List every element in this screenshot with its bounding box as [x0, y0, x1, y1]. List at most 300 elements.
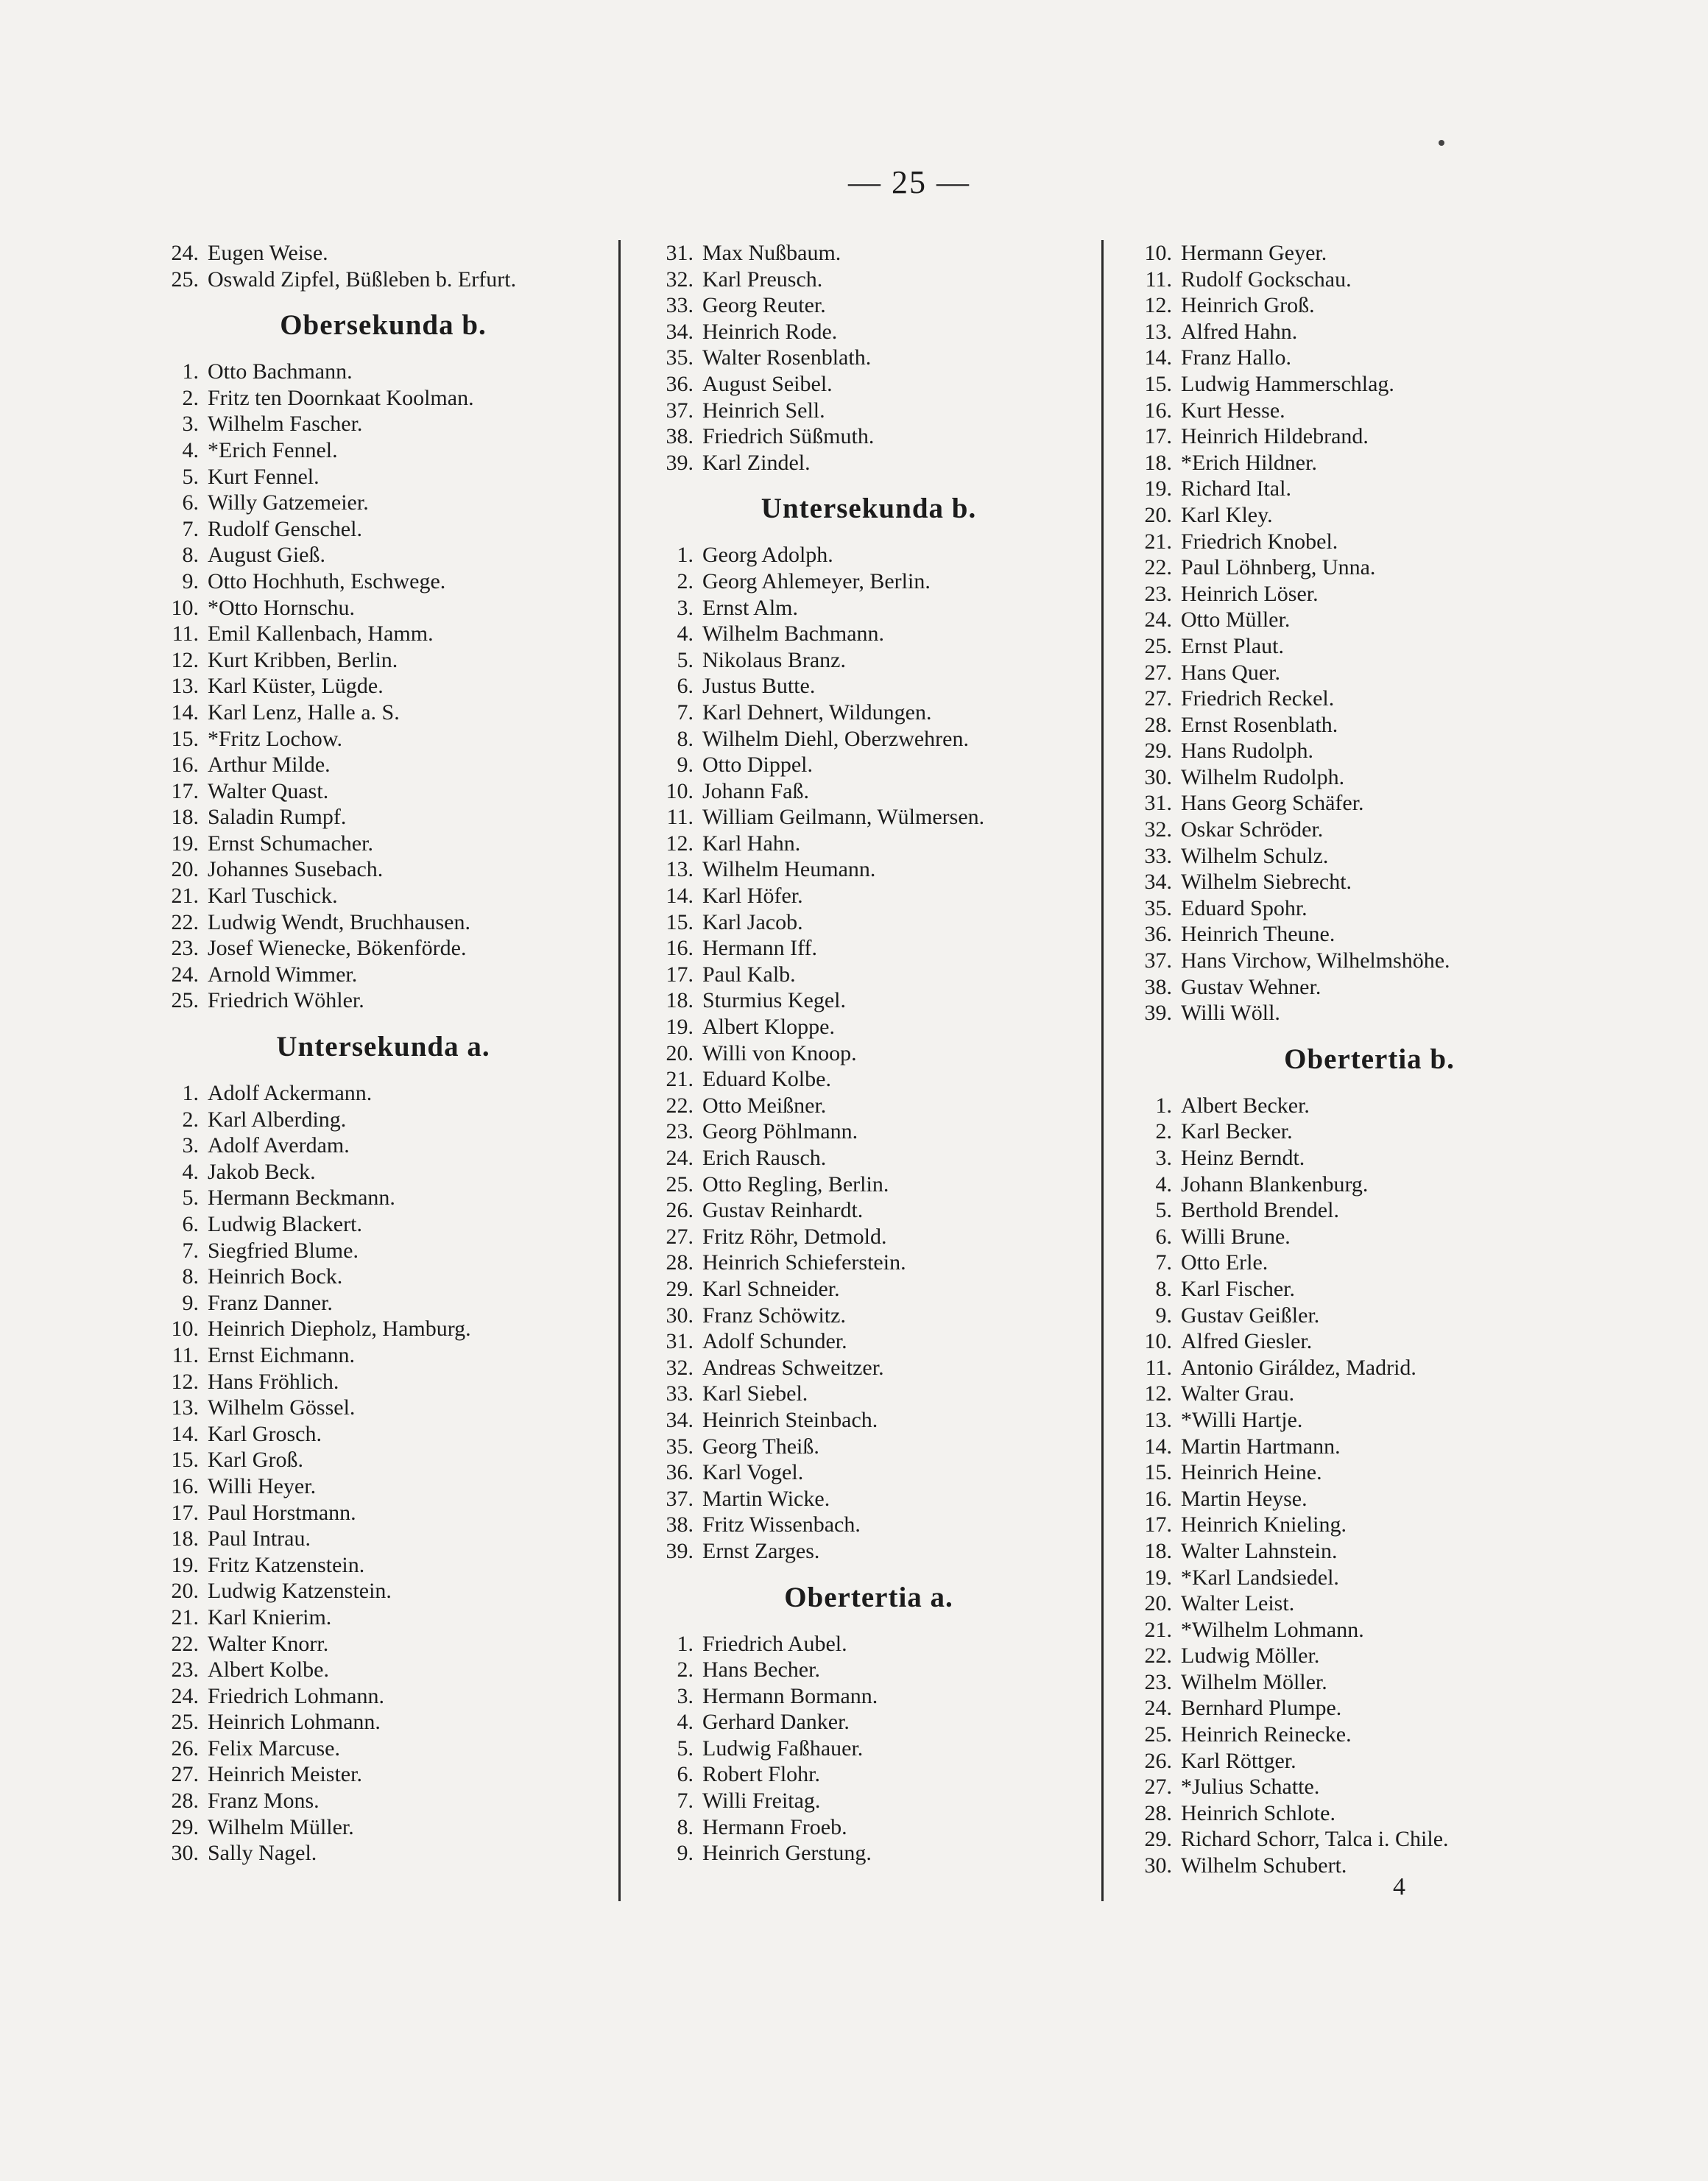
- entry-name: Heinrich Löser.: [1181, 581, 1319, 606]
- entry-number: 29.: [1144, 739, 1172, 764]
- entry-number: 4.: [677, 621, 694, 646]
- student-entry: [633, 1761, 1104, 1788]
- entry-number: 19.: [666, 1015, 694, 1040]
- student-entry: [138, 1814, 628, 1841]
- entry-name: Erich Rausch.: [702, 1146, 827, 1170]
- entry-number: 1.: [182, 1081, 199, 1106]
- entry-name: Wilhelm Schubert.: [1181, 1853, 1347, 1878]
- entry-name: Franz Hallo.: [1181, 345, 1291, 370]
- student-entry: [1112, 1224, 1627, 1250]
- entry-number: 19.: [171, 831, 199, 856]
- entry-name: Karl Fischer.: [1181, 1276, 1295, 1301]
- entry-name: Georg Theiß.: [702, 1434, 819, 1459]
- student-entry: [138, 359, 628, 385]
- entry-name: Ernst Zarges.: [702, 1538, 820, 1563]
- entry-name: *Fritz Lochow.: [208, 726, 343, 751]
- entry-name: Hans Becher.: [702, 1657, 820, 1683]
- student-entry: [1112, 712, 1627, 739]
- entry-name: *Otto Hornschu.: [208, 595, 355, 620]
- entry-name: Hermann Iff.: [702, 936, 818, 961]
- student-entry: [138, 1107, 628, 1133]
- entry-name: Arnold Wimmer.: [208, 962, 358, 987]
- entry-number: 5.: [677, 1736, 694, 1761]
- student-entry: [1112, 581, 1627, 607]
- entry-number: 17.: [666, 962, 694, 987]
- entry-number: 39.: [1144, 1001, 1172, 1026]
- entry-name: Richard Schorr, Talca i. Chile.: [1181, 1827, 1449, 1852]
- entry-number: 29.: [171, 1814, 199, 1839]
- student-entry: [138, 883, 628, 909]
- class-heading: Untersekunda b.: [761, 493, 977, 525]
- entry-number: 3.: [1155, 1146, 1172, 1170]
- entry-name: Kurt Fennel.: [208, 464, 320, 489]
- student-entry: [1112, 1590, 1627, 1617]
- student-entry: [1112, 607, 1627, 633]
- entry-number: 31.: [1144, 791, 1172, 816]
- entry-number: 38.: [666, 424, 694, 449]
- student-entry: [1112, 1407, 1627, 1434]
- entry-number: 30.: [171, 1841, 199, 1866]
- entry-name: Friedrich Lohmann.: [208, 1683, 384, 1708]
- entry-number: 7.: [677, 1789, 694, 1814]
- student-entry: [138, 1159, 628, 1185]
- student-entry: [138, 856, 628, 883]
- entry-name: Oskar Schröder.: [1181, 817, 1324, 842]
- entry-name: Hans Quer.: [1181, 660, 1280, 685]
- student-entry: [633, 831, 1104, 857]
- entry-name: Albert Becker.: [1181, 1093, 1310, 1118]
- student-entry: [633, 1657, 1104, 1683]
- entry-number: 7.: [677, 700, 694, 725]
- entry-name: Heinrich Hildebrand.: [1181, 424, 1369, 449]
- entry-number: 13.: [666, 857, 694, 882]
- entry-name: Martin Wicke.: [702, 1486, 830, 1511]
- entry-name: Otto Müller.: [1181, 607, 1291, 633]
- student-entry: [138, 673, 628, 700]
- student-entry: [1112, 1800, 1627, 1827]
- entry-name: Albert Kolbe.: [208, 1657, 329, 1683]
- entry-number: 12.: [666, 831, 694, 856]
- entry-number: 17.: [171, 778, 199, 803]
- entry-name: Wilhelm Siebrecht.: [1181, 870, 1352, 895]
- entry-number: 26.: [171, 1736, 199, 1761]
- entry-name: Ludwig Faßhauer.: [702, 1736, 864, 1761]
- entry-name: Wilhelm Fascher.: [208, 412, 363, 437]
- student-entry: [138, 778, 628, 805]
- entry-number: 16.: [171, 753, 199, 778]
- student-entry: [138, 1238, 628, 1264]
- student-entry: [138, 516, 628, 543]
- entry-number: 31.: [666, 241, 694, 265]
- entry-number: 6.: [677, 1762, 694, 1787]
- entry-name: Otto Regling, Berlin.: [702, 1171, 889, 1197]
- student-entry: [1112, 1118, 1627, 1145]
- entry-name: Oswald Zipfel, Büßleben b. Erfurt.: [208, 267, 517, 292]
- entry-number: 30.: [1144, 764, 1172, 789]
- student-entry: [138, 1840, 628, 1867]
- student-entry: [633, 1709, 1104, 1736]
- entry-number: 15.: [1144, 371, 1172, 396]
- entry-number: 20.: [1144, 502, 1172, 527]
- entry-name: Fritz ten Doornkaat Koolman.: [208, 385, 474, 410]
- entry-number: 17.: [171, 1500, 199, 1525]
- student-entry: [138, 1447, 628, 1473]
- student-entry: [633, 1276, 1104, 1303]
- student-entry: [138, 1290, 628, 1317]
- entry-number: 4.: [182, 1159, 199, 1184]
- entry-name: Heinrich Theune.: [1181, 922, 1335, 947]
- student-entry: [138, 1421, 628, 1448]
- entry-number: 23.: [171, 936, 199, 961]
- entry-name: Wilhelm Heumann.: [702, 857, 876, 882]
- student-entry: [1112, 843, 1627, 870]
- student-entry: [1112, 1748, 1627, 1775]
- entry-number: 3.: [677, 595, 694, 620]
- entry-name: Fritz Katzenstein.: [208, 1552, 365, 1577]
- entry-name: Heinrich Rode.: [702, 319, 838, 344]
- entry-name: Adolf Averdam.: [208, 1133, 350, 1158]
- entry-name: Rudolf Genschel.: [208, 516, 362, 541]
- student-entry: [1112, 398, 1627, 424]
- entry-number: 9.: [182, 568, 199, 593]
- entry-name: Gustav Reinhardt.: [702, 1198, 864, 1223]
- entry-number: 22.: [666, 1093, 694, 1118]
- student-entry: [138, 962, 628, 988]
- student-entry: [138, 1264, 628, 1290]
- student-entry: [138, 1604, 628, 1631]
- entry-number: 8.: [182, 1264, 199, 1289]
- student-entry: [1112, 450, 1627, 476]
- student-entry: [633, 398, 1104, 424]
- entry-number: 35.: [1144, 895, 1172, 920]
- column-1: [138, 240, 628, 1867]
- entry-number: 12.: [1144, 1381, 1172, 1406]
- entry-number: 9.: [182, 1290, 199, 1315]
- student-entry: [1112, 476, 1627, 502]
- entry-number: 14.: [1144, 345, 1172, 370]
- entry-name: Heinrich Bock.: [208, 1264, 343, 1289]
- entry-number: 35.: [666, 345, 694, 370]
- student-entry: [1112, 1093, 1627, 1119]
- student-entry: [1112, 1669, 1627, 1696]
- entry-number: 2.: [182, 1107, 199, 1132]
- entry-name: Eduard Spohr.: [1181, 895, 1308, 920]
- entry-name: Sally Nagel.: [208, 1841, 317, 1866]
- student-entry: [1112, 738, 1627, 764]
- entry-name: Walter Leist.: [1181, 1591, 1295, 1616]
- student-entry: [633, 240, 1104, 267]
- entry-name: Wilhelm Rudolph.: [1181, 764, 1345, 789]
- entry-name: Karl Lenz, Halle a. S.: [208, 700, 400, 725]
- column-2: [633, 240, 1104, 1867]
- entry-number: 34.: [666, 1407, 694, 1432]
- student-entry: [1112, 1276, 1627, 1303]
- entry-name: Karl Hahn.: [702, 831, 801, 856]
- entry-number: 16.: [1144, 398, 1172, 423]
- entry-name: William Geilmann, Wülmersen.: [702, 805, 985, 830]
- entry-name: Heinrich Reinecke.: [1181, 1722, 1352, 1747]
- entry-number: 13.: [171, 1395, 199, 1420]
- student-entry: [138, 1552, 628, 1579]
- entry-name: Karl Jacob.: [702, 909, 803, 934]
- entry-name: Otto Bachmann.: [208, 359, 353, 384]
- entry-number: 3.: [182, 412, 199, 437]
- entry-number: 25.: [171, 1710, 199, 1735]
- entry-number: 36.: [666, 1460, 694, 1485]
- entry-number: 25.: [1144, 633, 1172, 658]
- entry-number: 37.: [666, 1486, 694, 1511]
- student-entry: [633, 700, 1104, 726]
- student-entry: [1112, 660, 1627, 686]
- entry-number: 9.: [677, 753, 694, 778]
- student-entry: [1112, 1250, 1627, 1276]
- student-entry: [1112, 529, 1627, 555]
- entry-name: Willi Brune.: [1181, 1224, 1291, 1249]
- entry-number: 10.: [171, 595, 199, 620]
- entry-number: 20.: [171, 857, 199, 882]
- student-entry: [633, 1303, 1104, 1329]
- entry-name: Karl Höfer.: [702, 884, 803, 909]
- entry-number: 16.: [1144, 1486, 1172, 1511]
- student-entry: [633, 804, 1104, 831]
- student-entry: [138, 1395, 628, 1421]
- student-entry: [633, 1840, 1104, 1867]
- entry-name: Adolf Schunder.: [702, 1329, 847, 1354]
- entry-number: 18.: [1144, 1538, 1172, 1563]
- entry-name: Ernst Rosenblath.: [1181, 712, 1338, 737]
- student-entry: [633, 909, 1104, 936]
- entry-name: Friedrich Aubel.: [702, 1631, 847, 1656]
- entry-number: 5.: [182, 1185, 199, 1211]
- entry-name: Max Nußbaum.: [702, 241, 841, 265]
- entry-number: 6.: [677, 674, 694, 699]
- student-entry: [1112, 371, 1627, 398]
- student-entry: [1112, 1328, 1627, 1355]
- student-entry: [138, 752, 628, 778]
- student-entry: [1112, 554, 1627, 581]
- entry-name: Ernst Eichmann.: [208, 1342, 355, 1367]
- entry-number: 27.: [1144, 1775, 1172, 1800]
- entry-name: August Gieß.: [208, 543, 325, 568]
- student-entry: [1112, 345, 1627, 371]
- student-entry: [1112, 686, 1627, 712]
- entry-number: 5.: [677, 647, 694, 672]
- student-entry: [633, 1434, 1104, 1460]
- entry-number: 15.: [666, 909, 694, 934]
- entry-number: 33.: [666, 293, 694, 318]
- student-entry: [1112, 948, 1627, 974]
- student-entry: [138, 490, 628, 516]
- entry-name: Bernhard Plumpe.: [1181, 1696, 1342, 1721]
- entry-name: Ludwig Hammerschlag.: [1181, 371, 1394, 396]
- entry-number: 33.: [1144, 843, 1172, 868]
- student-entry: [138, 267, 628, 293]
- entry-number: 1.: [677, 1631, 694, 1656]
- entry-name: Ludwig Katzenstein.: [208, 1579, 392, 1604]
- student-entry: [138, 909, 628, 936]
- entry-name: Gustav Geißler.: [1181, 1303, 1320, 1328]
- entry-number: 37.: [1144, 948, 1172, 973]
- entry-name: Ludwig Wendt, Bruchhausen.: [208, 909, 470, 934]
- entry-name: Karl Vogel.: [702, 1460, 804, 1485]
- student-entry: [633, 856, 1104, 883]
- entry-name: Wilhelm Diehl, Oberzwehren.: [702, 726, 969, 751]
- entry-number: 32.: [1144, 817, 1172, 842]
- student-entry: [1112, 1853, 1627, 1879]
- student-entry: [1112, 1145, 1627, 1171]
- student-entry: [138, 1132, 628, 1159]
- entry-name: Jakob Beck.: [208, 1159, 316, 1184]
- student-entry: [138, 385, 628, 412]
- entry-number: 24.: [171, 1683, 199, 1708]
- entry-number: 10.: [666, 778, 694, 803]
- student-entry: [138, 1578, 628, 1604]
- entry-name: *Erich Hildner.: [1181, 450, 1317, 475]
- entry-number: 34.: [666, 319, 694, 344]
- entry-number: 22.: [171, 909, 199, 934]
- entry-name: Willi Wöll.: [1181, 1001, 1280, 1026]
- entry-name: Karl Knierim.: [208, 1604, 332, 1629]
- entry-name: Johann Blankenburg.: [1181, 1171, 1369, 1197]
- student-entry: [1112, 292, 1627, 319]
- entry-name: Martin Heyse.: [1181, 1486, 1308, 1511]
- student-entry: [138, 1369, 628, 1395]
- student-entry: [633, 621, 1104, 647]
- student-entry: [633, 371, 1104, 398]
- column-3: [1112, 240, 1627, 1879]
- entry-name: Willi Freitag.: [702, 1789, 821, 1814]
- student-entry: [1112, 869, 1627, 895]
- entry-number: 27.: [1144, 686, 1172, 711]
- student-entry: [1112, 1512, 1627, 1538]
- student-entry: [633, 1459, 1104, 1486]
- entry-number: 18.: [171, 805, 199, 830]
- entry-number: 4.: [1155, 1171, 1172, 1197]
- entry-number: 13.: [1144, 319, 1172, 344]
- entry-number: 25.: [171, 267, 199, 292]
- entry-name: Eugen Weise.: [208, 241, 328, 265]
- student-entry: [138, 700, 628, 726]
- entry-number: 28.: [1144, 712, 1172, 737]
- entry-number: 6.: [1155, 1224, 1172, 1249]
- entry-number: 27.: [171, 1762, 199, 1787]
- student-entry: [633, 673, 1104, 700]
- student-entry: [633, 423, 1104, 450]
- entry-name: Karl Küster, Lügde.: [208, 674, 384, 699]
- student-entry: [1112, 1197, 1627, 1224]
- entry-name: Wilhelm Gössel.: [208, 1395, 356, 1420]
- entry-name: Heinrich Heine.: [1181, 1460, 1322, 1485]
- entry-name: Friedrich Reckel.: [1181, 686, 1335, 711]
- entry-name: *Julius Schatte.: [1181, 1775, 1320, 1800]
- student-entry: [138, 1683, 628, 1710]
- entry-number: 27.: [1144, 660, 1172, 685]
- entry-number: 29.: [1144, 1827, 1172, 1852]
- student-entry: [138, 621, 628, 647]
- entry-number: 18.: [666, 988, 694, 1013]
- student-entry: [633, 883, 1104, 909]
- entry-name: Georg Adolph.: [702, 543, 833, 568]
- student-entry: [633, 1512, 1104, 1538]
- entry-number: 17.: [1144, 424, 1172, 449]
- student-entry: [138, 464, 628, 490]
- entry-number: 26.: [666, 1198, 694, 1223]
- entry-number: 29.: [666, 1276, 694, 1301]
- entry-number: 25.: [666, 1171, 694, 1197]
- entry-name: Heinrich Schlote.: [1181, 1800, 1335, 1825]
- entry-name: Friedrich Süßmuth.: [702, 424, 875, 449]
- entry-number: 23.: [666, 1119, 694, 1144]
- student-entry: [633, 1118, 1104, 1145]
- entry-name: Otto Erle.: [1181, 1250, 1268, 1275]
- student-entry: [138, 1526, 628, 1552]
- student-entry: [633, 319, 1104, 345]
- entry-name: *Karl Landsiedel.: [1181, 1565, 1339, 1590]
- entry-name: Ernst Plaut.: [1181, 633, 1284, 658]
- student-entry: [633, 1040, 1104, 1067]
- entry-name: Heinrich Schieferstein.: [702, 1250, 906, 1275]
- entry-number: 8.: [182, 543, 199, 568]
- entry-number: 21.: [1144, 1617, 1172, 1642]
- entry-name: Heinrich Steinbach.: [702, 1407, 878, 1432]
- entry-number: 19.: [171, 1552, 199, 1577]
- entry-name: Saladin Rumpf.: [208, 805, 347, 830]
- student-entry: [633, 1486, 1104, 1512]
- student-entry: [633, 1736, 1104, 1762]
- entry-name: Friedrich Wöhler.: [208, 988, 364, 1013]
- page-number: — 25 —: [848, 164, 970, 200]
- entry-number: 39.: [666, 450, 694, 475]
- student-entry: [138, 1788, 628, 1814]
- entry-name: Karl Preusch.: [702, 267, 823, 292]
- entry-name: Friedrich Knobel.: [1181, 529, 1338, 554]
- entry-name: Walter Quast.: [208, 778, 329, 803]
- student-entry: [138, 1342, 628, 1369]
- entry-name: Heinz Berndt.: [1181, 1146, 1305, 1170]
- entry-number: 25.: [1144, 1722, 1172, 1747]
- entry-number: 24.: [171, 241, 199, 265]
- student-entry: [138, 726, 628, 753]
- entry-number: 36.: [1144, 922, 1172, 947]
- student-entry: [633, 568, 1104, 595]
- entry-name: Franz Danner.: [208, 1290, 333, 1315]
- student-entry: [138, 1500, 628, 1526]
- entry-number: 11.: [172, 621, 199, 646]
- entry-name: Hermann Bormann.: [702, 1683, 878, 1708]
- student-entry: [138, 1631, 628, 1657]
- entry-name: Walter Lahnstein.: [1181, 1538, 1338, 1563]
- entry-number: 30.: [666, 1303, 694, 1328]
- entry-number: 6.: [182, 490, 199, 515]
- entry-name: Adolf Ackermann.: [208, 1081, 373, 1106]
- student-entry: [138, 1080, 628, 1107]
- student-entry: [1112, 1695, 1627, 1722]
- entry-name: Willi Heyer.: [208, 1473, 317, 1498]
- student-entry: [1112, 633, 1627, 660]
- entry-number: 22.: [171, 1631, 199, 1656]
- entry-name: Hermann Froeb.: [702, 1814, 847, 1839]
- entry-number: 11.: [666, 805, 694, 830]
- entry-number: 21.: [171, 884, 199, 909]
- entry-name: Siegfried Blume.: [208, 1238, 359, 1263]
- student-entry: [1112, 1000, 1627, 1026]
- student-entry: [1112, 1565, 1627, 1591]
- entry-number: 27.: [666, 1224, 694, 1249]
- entry-name: Franz Mons.: [208, 1789, 320, 1814]
- entry-name: Georg Pöhlmann.: [702, 1119, 858, 1144]
- student-entry: [633, 595, 1104, 621]
- student-entry: [633, 647, 1104, 674]
